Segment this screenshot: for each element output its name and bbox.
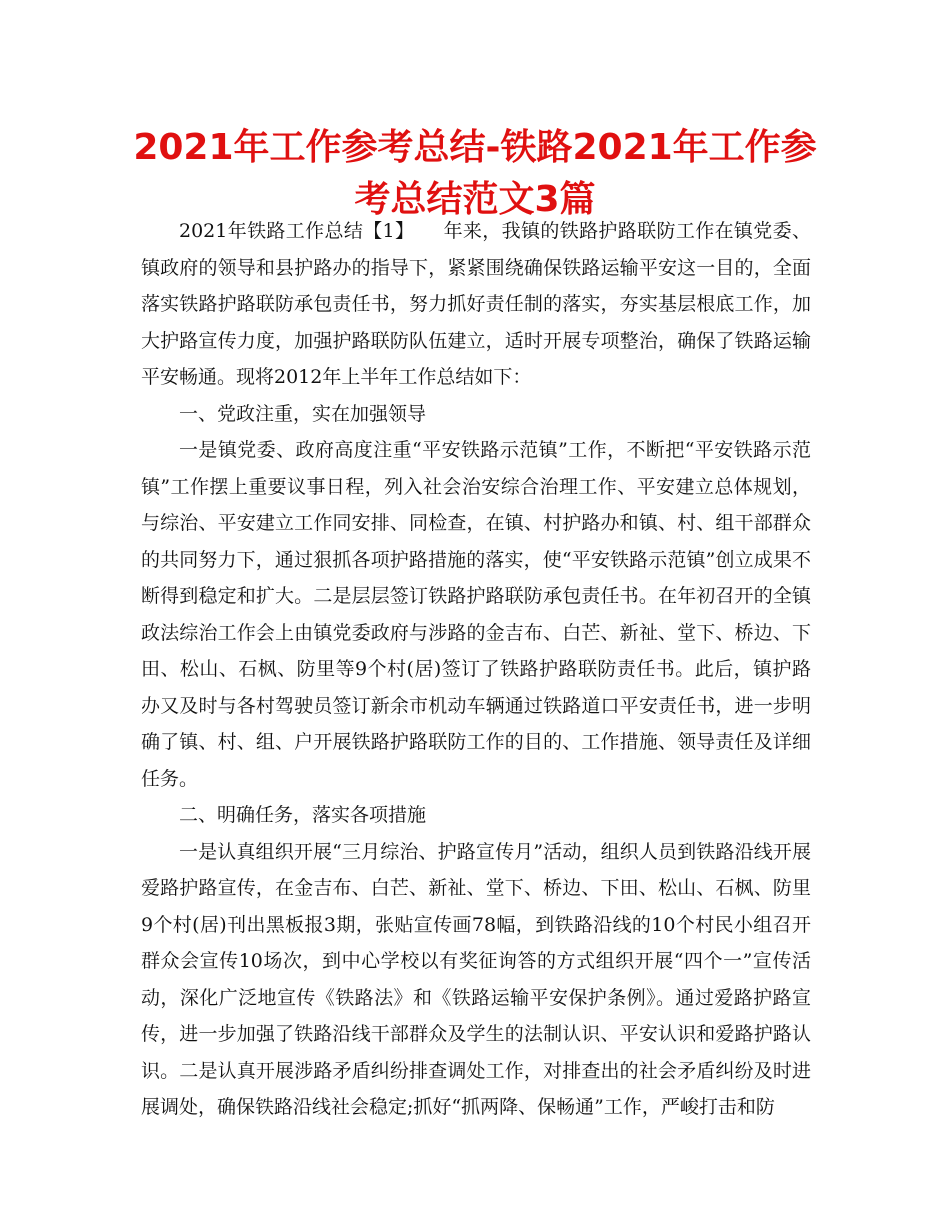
section-heading-2: 二、明确任务，落实各项措施 (179, 804, 427, 826)
paragraph-intro: 2021年铁路工作总结【1】 年来，我镇的铁路护路联防工作在镇党委、镇政府的领导和县护路办的指导下，紧紧围绕确保铁路运输平安这一目的，全面落实铁路护路联防承包责任书，努力抓好责任制的落实，夯实基层根底工作，加大护路宣传力度，加强护路联防队伍建立，适时开展专项整治，确保了铁路运输平安畅通。现将2012年上半年工作总结如下： (141, 220, 811, 388)
section-heading-1: 一、党政注重，实在加强领导 (179, 402, 427, 425)
paragraph-section-1: 一是镇党委、政府高度注重“平安铁路示范镇”工作，不断把“平安铁路示范镇”工作摆上重要议事日程，列入社会治安综合治理工作、平安建立总体规划，与综治、平安建立工作同安排、同检查，在镇、村护路办和镇、村、组干部群众的共同努力下，通过狠抓各项护路措施的落实，使“平安铁路示范镇”创立成果不断得到稳定和扩大。二是层层签订铁路护路联防承包责任书。在年初召开的全镇政法综治工作会上由镇党委政府与涉路的金吉布、白芒、新祉、堂下、桥边、下田、松山、石枫、防里等9个村(居)签订了铁路护路联防责任书。此后，镇护路办又及时与各村驾驶员签订新余市机动车辆通过铁路道口平安责任书，进一步明确了镇、村、组、户开展铁路护路联防工作的目的、工作措施、领导责任及详细任务。 (141, 439, 811, 790)
paragraph-section-2: 一是认真组织开展“三月综治、护路宣传月”活动，组织人员到铁路沿线开展爱路护路宣传，在金吉布、白芒、新祉、堂下、桥边、下田、松山、石枫、防里9个村(居)刊出黑板报3期，张贴宣传画78幅，到铁路沿线的10个村民小组召开群众会宣传10场次，到中心学校以有奖征询答的方式组织开展“四个一”宣传活动，深化广泛地宣传《铁路法》和《铁路运输平安保护条例》。通过爱路护路宣传，进一步加强了铁路沿线干部群众及学生的法制认识、平安认识和爱路护路认识。二是认真开展涉路矛盾纠纷排查调处工作，对排查出的社会矛盾纠纷及时进展调处，确保铁路沿线社会稳定;抓好“抓两降、保畅通”工作，严峻打击和防 (141, 840, 811, 1118)
document-body (141, 213, 811, 1126)
document-title: 2021年工作参考总结-铁路2021年工作参考总结范文3篇 (133, 127, 817, 220)
